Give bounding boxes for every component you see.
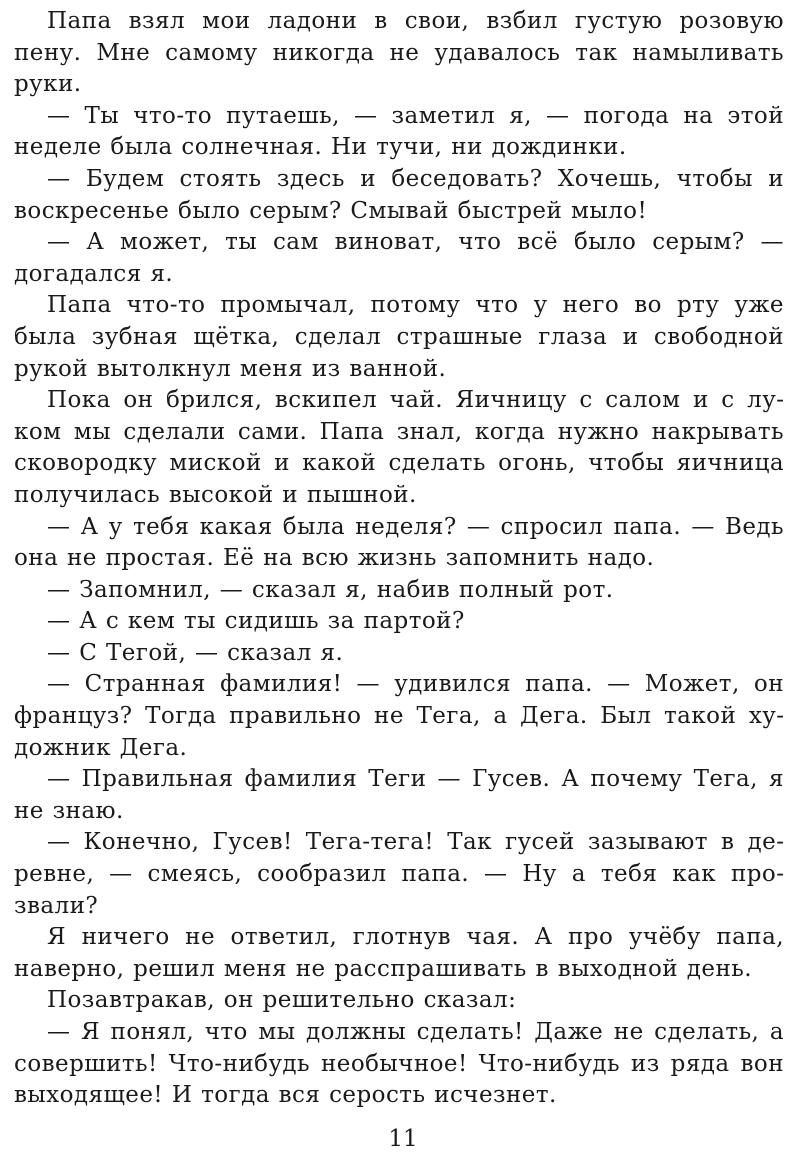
paragraph: — Конечно, Гусев! Тега-тега! Так гусей зазывают в деревне, — смеясь, сообразил папа. — Ну а тебя как прозвали?	[14, 829, 784, 919]
paragraph: Я ничего не ответил, глотнув чая. А про учёбу папа, наверно, решил меня не расспрашивать в выходной день.	[14, 924, 784, 982]
paragraph: Папа что-то промычал, потому что у него во рту уже была зубная щётка, сделал страшные глаза и свободной рукой вытолкнул меня из ванной.	[14, 292, 784, 382]
body-text	[14, 6, 784, 1112]
paragraph: — А у тебя какая была неделя? — спросил папа. — Ведь она не простая. Её на всю жизнь запомнить надо.	[14, 513, 784, 572]
paragraph: — А с кем ты сидишь за партой?	[47, 608, 465, 635]
paragraph: — Я понял, что мы должны сделать! Даже не сделать, а совершить! Что-нибудь необычное! Что-нибудь из ряда вон выходящее! И тогда вся серость исчезнет.	[14, 1019, 784, 1109]
paragraph: — Запомнил, — сказал я, набив полный рот.	[47, 576, 614, 603]
paragraph: Позавтракав, он решительно сказал:	[47, 987, 517, 1014]
paragraph: Папа взял мои ладони в свои, взбил густую розовую пену. Мне самому никогда не удавалось так намыливать руки.	[14, 8, 784, 98]
paragraph: — Странная фамилия! — удивился папа. — Может, он француз? Тогда правильно не Тега, а Дега. Был такой художник Дега.	[14, 671, 784, 761]
paragraph: — Ты что-то путаешь, — заметил я, — погода на этой неделе была солнечная. Ни тучи, ни дождинки.	[14, 102, 784, 161]
page-number: 11	[388, 1126, 418, 1152]
paragraph: — Правильная фамилия Теги — Гусев. А почему Тега, я не знаю.	[14, 766, 784, 824]
paragraph: — Будем стоять здесь и беседовать? Хочешь, чтобы и воскресенье было серым? Смывай быстрей мыло!	[14, 165, 784, 224]
paragraph: — С Тегой, — сказал я.	[47, 639, 344, 666]
paragraph: Пока он брился, вскипел чай. Яичницу с салом и с луком мы сделали сами. Папа знал, когда нужно накрывать сковородку миской и какой сделать огонь, чтобы яичница получилась высокой и пышной.	[14, 387, 784, 508]
paragraph: — А может, ты сам виноват, что всё было серым? — догадался я.	[14, 229, 784, 287]
